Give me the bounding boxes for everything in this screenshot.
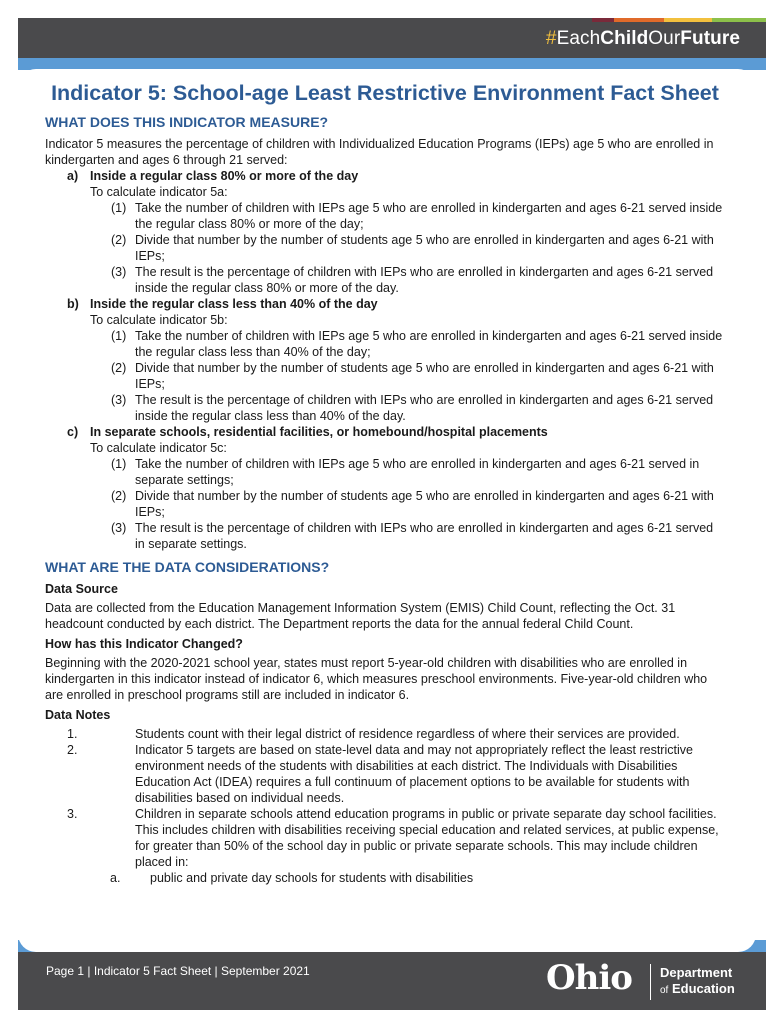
step-item (45, 200, 725, 232)
step-marker: (3) (111, 393, 127, 407)
subnote-marker: a. (110, 871, 121, 885)
footer (18, 952, 766, 1010)
step-item (45, 488, 725, 520)
hashtag-each: Each (556, 28, 601, 49)
changed-text: Beginning with the 2020-2021 school year, states must report 5-year-old children with disabilities who are enrolled in kindergarten in this indicator instead of indicator 6, which measures preschool environments. Five-year-old children who are enrolled in preschool programs still are included in indicator 6. (45, 656, 708, 702)
measure-intro: Indicator 5 measures the percentage of children with Individualized Education Programs (IEPs) age 5 who are enrolled in kindergarten and ages 6 through 21 served: (45, 137, 714, 167)
subnote-text: public and private day schools for students with disabilities (150, 871, 474, 885)
step-marker: (3) (111, 521, 127, 535)
hashtag-logo (546, 28, 740, 50)
data-source-heading: Data Source (45, 582, 118, 596)
strip-seg-3 (664, 18, 712, 22)
section-label (45, 296, 725, 312)
hashtag-our: Our (648, 28, 681, 49)
changed-heading: How has this Indicator Changed? (45, 637, 243, 651)
step-item (45, 232, 725, 264)
hashtag-symbol: # (545, 28, 557, 49)
step-text: Take the number of children with IEPs age 5 who are enrolled in kindergarten and ages 6-21 served inside the regular class 80% or more of the day; (135, 201, 723, 231)
step-marker: (2) (111, 233, 127, 247)
footer-page-info: Page 1 | Indicator 5 Fact Sheet | September 2021 (46, 964, 310, 978)
strip-seg-4 (712, 18, 766, 22)
note-marker: 2. (67, 743, 78, 757)
step-text: The result is the percentage of children with IEPs who are enrolled in kindergarten and ages 6-21 served in separate settings. (135, 521, 714, 551)
logo-divider (650, 964, 651, 1000)
calc-text: To calculate indicator 5b: (90, 313, 228, 327)
note-item (45, 742, 725, 806)
section-marker: a) (67, 169, 79, 183)
dept-of: of (660, 985, 669, 996)
note-text: Indicator 5 targets are based on state-level data and may not appropriately reflect the least restrictive environment needs of the students with disabilities at each district. The Individuals with Disabilities Education Act (IDEA) requires a full continuum of placement options to be available for students with disabilities based on individual needs. (135, 743, 693, 805)
considerations-heading: WHAT ARE THE DATA CONSIDERATIONS? (45, 559, 330, 575)
step-text: Divide that number by the number of students age 5 who are enrolled in kindergarten and ages 6-21 with IEPs; (135, 233, 714, 263)
strip-seg-2 (614, 18, 664, 22)
step-marker: (1) (111, 201, 127, 215)
section-label-text: Inside a regular class 80% or more of the day (90, 169, 359, 183)
hashtag-child: Child (600, 28, 649, 49)
dept-line-2: Education (671, 981, 735, 996)
note-marker: 3. (67, 807, 78, 821)
step-text: The result is the percentage of children with IEPs who are enrolled in kindergarten and ages 6-21 served inside the regular class less than 40% of the day. (135, 393, 714, 423)
step-text: Take the number of children with IEPs age 5 who are enrolled in kindergarten and ages 6-21 served in separate settings; (135, 457, 700, 487)
note-text: Students count with their legal district of residence regardless of where their services are provided. (135, 727, 680, 741)
step-marker: (2) (111, 361, 127, 375)
step-text: Take the number of children with IEPs age 5 who are enrolled in kindergarten and ages 6-21 served inside the regular class less than 40% of the day; (135, 329, 723, 359)
step-item (45, 328, 725, 360)
note-item (45, 726, 725, 742)
step-marker: (2) (111, 489, 127, 503)
ohio-logo: Ohio (546, 958, 632, 998)
calc-text: To calculate indicator 5c: (90, 441, 227, 455)
document-body (45, 80, 725, 886)
strip-seg-1 (592, 18, 614, 22)
measure-heading: WHAT DOES THIS INDICATOR MEASURE? (45, 114, 329, 130)
department-logo-text (660, 965, 735, 999)
section-label (45, 168, 725, 184)
section-a (45, 168, 725, 296)
step-item (45, 360, 725, 392)
step-text: Divide that number by the number of students age 5 who are enrolled in kindergarten and ages 6-21 with IEPs; (135, 361, 714, 391)
section-label-text: In separate schools, residential facilities, or homebound/hospital placements (90, 425, 548, 439)
step-marker: (1) (111, 329, 127, 343)
step-item (45, 456, 725, 488)
dept-line-1: Department (660, 965, 733, 980)
section-marker: c) (67, 425, 79, 439)
data-source-text: Data are collected from the Education Management Information System (EMIS) Child Count, reflecting the Oct. 31 headcount conducted by each district. The Department reports the data for the annual federal Child Count. (45, 601, 676, 631)
section-c (45, 424, 725, 552)
note-marker: 1. (67, 727, 78, 741)
note-text: Children in separate schools attend education programs in public or private separate day school facilities. This includes children with disabilities receiving special education and related services, at public expense, for greater than 50% of the school day in public or private separate schools. This may include children placed in: (135, 807, 719, 869)
page-title: Indicator 5: School-age Least Restrictive Environment Fact Sheet (51, 81, 719, 105)
note-item (45, 806, 725, 870)
strip-seg-0 (18, 18, 592, 22)
step-text: The result is the percentage of children with IEPs who are enrolled in kindergarten and ages 6-21 served inside the regular class 80% or more of the day. (135, 265, 714, 295)
step-text: Divide that number by the number of students age 5 who are enrolled in kindergarten and ages 6-21 with IEPs; (135, 489, 714, 519)
step-item (45, 392, 725, 424)
step-item (45, 520, 725, 552)
section-marker: b) (67, 297, 79, 311)
top-banner (18, 18, 766, 58)
section-label-text: Inside the regular class less than 40% of the day (90, 297, 378, 311)
data-notes-heading: Data Notes (45, 708, 111, 722)
subnote-item (45, 870, 725, 886)
color-strip (18, 18, 766, 22)
step-marker: (3) (111, 265, 127, 279)
section-label (45, 424, 725, 440)
calc-text: To calculate indicator 5a: (90, 185, 228, 199)
step-item (45, 264, 725, 296)
hashtag-future: Future (680, 28, 740, 49)
step-marker: (1) (111, 457, 127, 471)
section-b (45, 296, 725, 424)
